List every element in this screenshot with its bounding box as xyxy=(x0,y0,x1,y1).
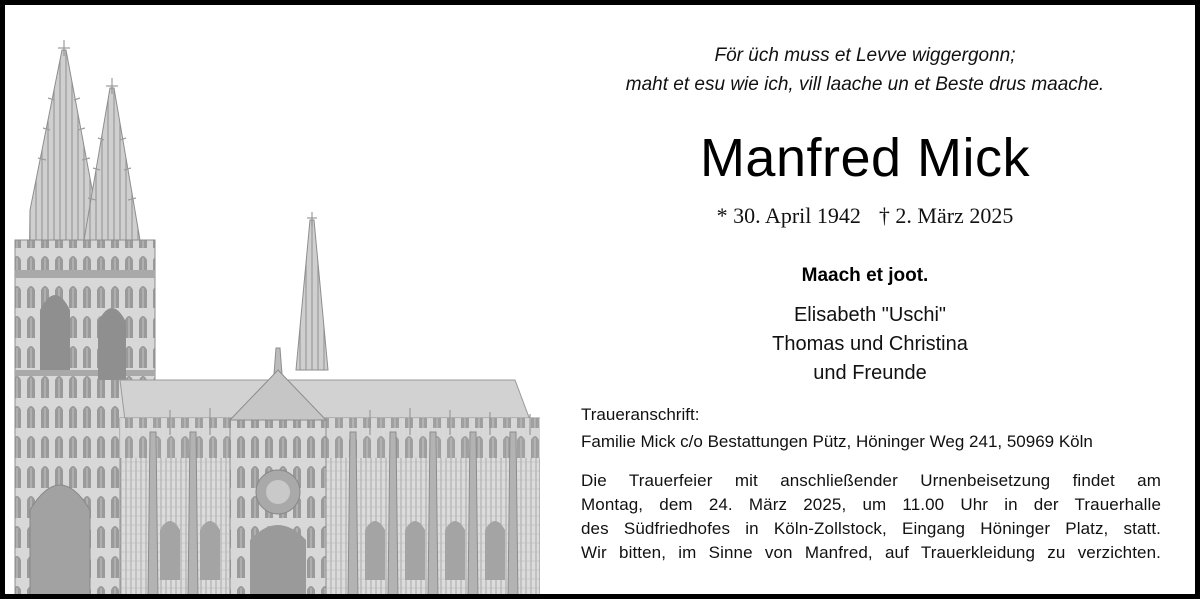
mourners-list xyxy=(565,301,1175,388)
ceremony-line: des Südfriedhofes in Köln-Zollstock, Eingang Höninger Platz, statt. xyxy=(581,519,1161,538)
mourning-address: Familie Mick c/o Bestattungen Pütz, Höninger Weg 241, 50969 Köln xyxy=(581,432,1093,451)
saying: Maach et joot. xyxy=(801,265,929,286)
death-date: † 2. März 2025 xyxy=(878,203,1014,228)
ceremony-info xyxy=(581,469,1161,565)
mourner-line: Elisabeth "Uschi" xyxy=(793,304,947,326)
motto xyxy=(565,41,1165,99)
birth-date: * 30. April 1942 xyxy=(716,203,861,228)
ceremony-line: Montag, dem 24. März 2025, um 11.00 Uhr in der Trauerhalle xyxy=(581,495,1161,514)
deceased-name: Manfred Mick xyxy=(699,128,1031,188)
life-dates xyxy=(565,202,1165,230)
ceremony-line: Die Trauerfeier mit anschließender Urnenbeisetzung findet am xyxy=(581,471,1161,490)
mourner-line: und Freunde xyxy=(813,362,927,384)
motto-line: maht et esu wie ich, vill laache un et Beste drus maache. xyxy=(625,74,1105,95)
ceremony-line: Wir bitten, im Sinne von Manfred, auf Trauerkleidung zu verzichten. xyxy=(581,543,1161,562)
motto-line: För üch muss et Levve wiggergonn; xyxy=(714,45,1016,66)
address-label: Traueranschrift: xyxy=(581,405,700,424)
mourner-line: Thomas und Christina xyxy=(772,333,968,355)
cologne-cathedral-illustration xyxy=(10,40,540,599)
